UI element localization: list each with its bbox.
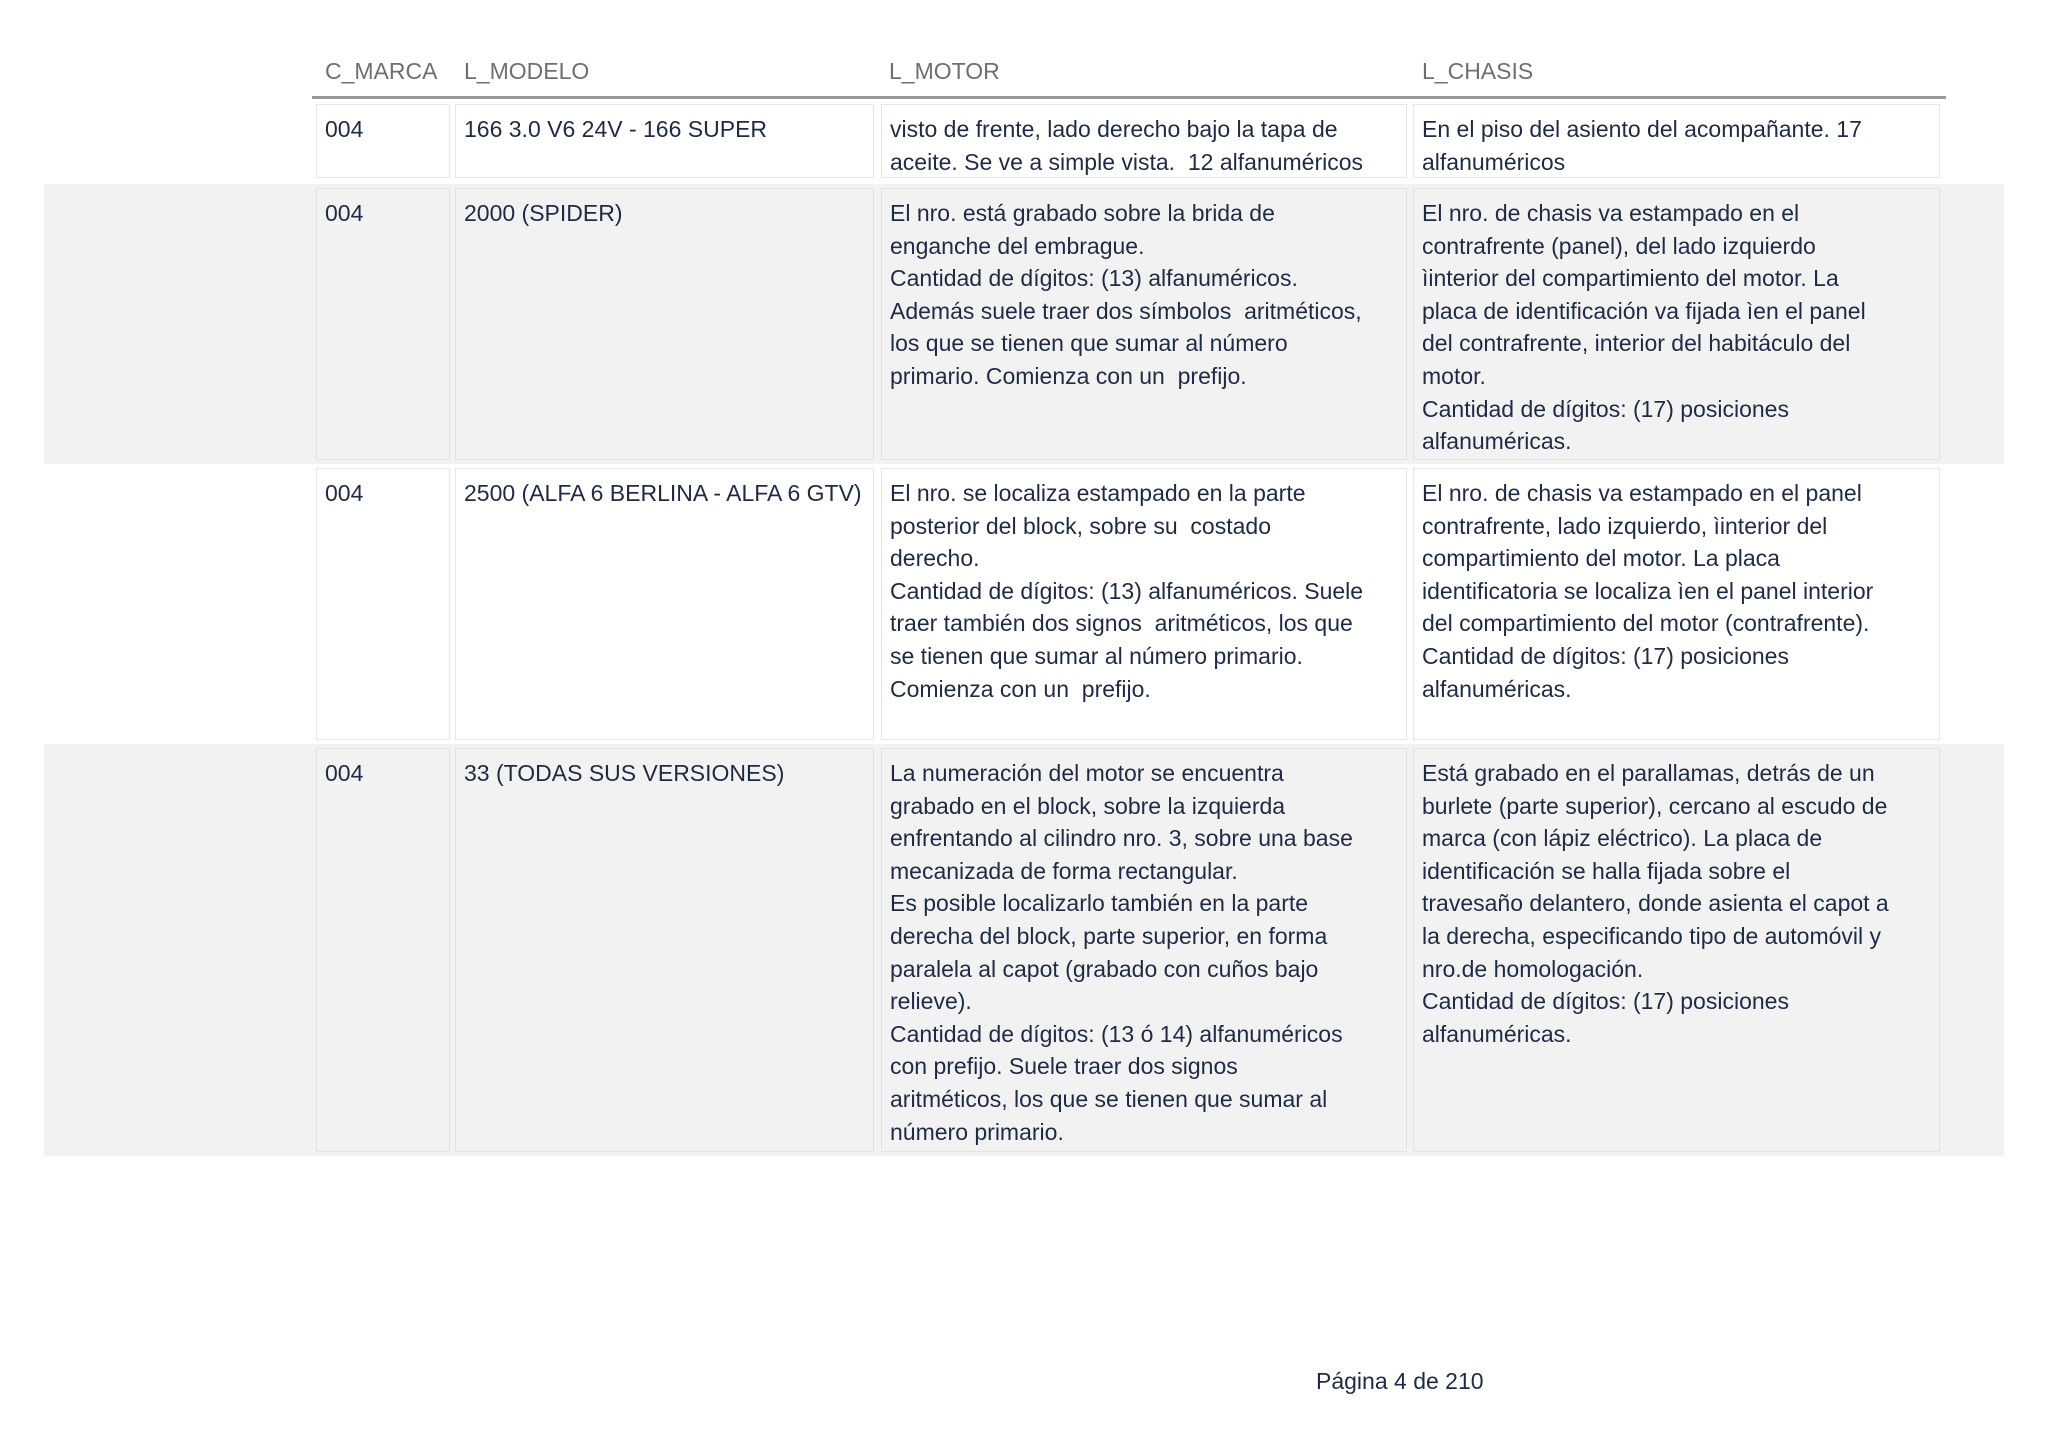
cell-text-line: contrafrente, lado izquierdo, ìinterior del: [1422, 512, 1828, 539]
cell-text-line: 004: [325, 116, 364, 142]
cell-text-line: Cantidad de dígitos: (13 ó 14) alfanuméricos: [890, 1020, 1343, 1047]
cell-text-line: traer también dos signos aritméticos, los que: [890, 610, 1353, 637]
cell-text-line: Comienza con un prefijo.: [890, 675, 1151, 702]
table-row: [44, 744, 2004, 1156]
cell-text-line: Además suele traer dos símbolos aritméticos,: [890, 297, 1362, 324]
cell-text-line: El nro. está grabado sobre la brida de: [890, 200, 1275, 226]
cell-text-line: número primario.: [890, 1118, 1064, 1145]
cell-text-line: Es posible localizarlo también en la parte: [890, 890, 1309, 917]
table-row: [44, 464, 2004, 744]
cell-text-line: Cantidad de dígitos: (17) posiciones: [1422, 642, 1789, 669]
cell-text-line: 004: [325, 480, 364, 506]
cell-text-line: 004: [325, 760, 364, 786]
cell-text-line: relieve).: [890, 988, 972, 1015]
cell-text-line: derecha del block, parte superior, en forma: [890, 922, 1328, 949]
header-c-marca: C_MARCA: [325, 58, 438, 84]
cell-text-line: aritméticos, los que se tienen que sumar al: [890, 1085, 1328, 1112]
cell-c-marca: [316, 188, 450, 460]
cell-text-line: nro.de homologación.: [1422, 955, 1644, 982]
cell-c-marca: [316, 468, 450, 740]
cell-text-line: contrafrente (panel), del lado izquierdo: [1422, 232, 1816, 259]
cell-text-line: alfanuméricos: [1422, 148, 1566, 175]
cell-text-line: El nro. de chasis va estampado en el: [1422, 200, 1800, 226]
cell-text-line: Cantidad de dígitos: (13) alfanuméricos. Suele: [890, 577, 1364, 604]
data-table: [312, 52, 1946, 99]
cell-text-line: enfrentando al cilindro nro. 3, sobre una base: [890, 825, 1353, 852]
table-row: [44, 184, 2004, 464]
cell-l-modelo: [455, 468, 874, 740]
cell-text-line: 166 3.0 V6 24V - 166 SUPER: [464, 116, 768, 142]
cell-text-line: Está grabado en el parallamas, detrás de un: [1422, 760, 1875, 786]
cell-l-motor: [881, 468, 1407, 740]
cell-text-line: aceite. Se ve a simple vista. 12 alfanuméricos: [890, 148, 1364, 175]
cell-text-line: derecho.: [890, 545, 980, 572]
cell-text-line: En el piso del asiento del acompañante. 17: [1422, 116, 1862, 142]
cell-c-marca: [316, 104, 450, 178]
cell-text-line: compartimiento del motor. La placa: [1422, 545, 1780, 572]
cell-text-line: del contrafrente, interior del habitáculo del: [1422, 330, 1851, 357]
cell-text-line: burlete (parte superior), cercano al escudo de: [1422, 792, 1888, 819]
cell-text-line: placa de identificación va fijada ìen el panel: [1422, 297, 1866, 324]
cell-l-chasis: [1413, 188, 1940, 460]
cell-text-line: visto de frente, lado derecho bajo la tapa de: [890, 116, 1338, 142]
cell-l-chasis: [1413, 468, 1940, 740]
cell-l-chasis: [1413, 104, 1940, 178]
cell-text-line: alfanuméricas.: [1422, 1020, 1572, 1047]
cell-text-line: posterior del block, sobre su costado: [890, 512, 1271, 539]
table-header: [312, 52, 1946, 99]
page-number: Página 4 de 210: [1316, 1368, 1484, 1394]
cell-text-line: ìinterior del compartimiento del motor. La: [1422, 265, 1839, 292]
cell-c-marca: [316, 748, 450, 1152]
cell-text-line: se tienen que sumar al número primario.: [890, 642, 1303, 669]
cell-text-line: primario. Comienza con un prefijo.: [890, 362, 1247, 389]
cell-text-line: Cantidad de dígitos: (17) posiciones: [1422, 988, 1789, 1015]
cell-text-line: los que se tienen que sumar al número: [890, 330, 1288, 357]
cell-text-line: El nro. se localiza estampado en la parte: [890, 480, 1306, 506]
cell-text-line: 004: [325, 200, 364, 226]
cell-text-line: enganche del embrague.: [890, 232, 1145, 259]
cell-text-line: alfanuméricas.: [1422, 675, 1572, 702]
header-l-modelo: L_MODELO: [464, 58, 590, 84]
cell-text-line: 2000 (SPIDER): [464, 200, 623, 226]
table-row: [44, 100, 2004, 182]
cell-l-modelo: [455, 748, 874, 1152]
header-l-motor: L_MOTOR: [889, 58, 1000, 84]
cell-l-motor: [881, 748, 1407, 1152]
cell-text-line: con prefijo. Suele traer dos signos: [890, 1053, 1238, 1080]
cell-text-line: 2500 (ALFA 6 BERLINA - ALFA 6 GTV): [464, 480, 862, 506]
header-l-chasis: L_CHASIS: [1422, 58, 1534, 84]
cell-text-line: del compartimiento del motor (contrafrente).: [1422, 610, 1870, 637]
cell-l-modelo: [455, 188, 874, 460]
cell-l-chasis: [1413, 748, 1940, 1152]
cell-text-line: mecanizada de forma rectangular.: [890, 857, 1238, 884]
cell-text-line: travesaño delantero, donde asienta el capot a: [1422, 890, 1889, 917]
cell-text-line: El nro. de chasis va estampado en el panel: [1422, 480, 1862, 506]
cell-text-line: Cantidad de dígitos: (13) alfanuméricos.: [890, 265, 1298, 292]
cell-text-line: Cantidad de dígitos: (17) posiciones: [1422, 395, 1789, 422]
cell-text-line: grabado en el block, sobre la izquierda: [890, 792, 1286, 819]
cell-text-line: marca (con lápiz eléctrico). La placa de: [1422, 825, 1823, 852]
cell-l-modelo: [455, 104, 874, 178]
cell-text-line: La numeración del motor se encuentra: [890, 760, 1284, 786]
cell-text-line: alfanuméricas.: [1422, 428, 1572, 455]
cell-text-line: identificación se halla fijada sobre el: [1422, 857, 1791, 884]
cell-text-line: motor.: [1422, 362, 1486, 389]
cell-text-line: la derecha, especificando tipo de automóvil y: [1422, 922, 1882, 949]
cell-l-motor: [881, 188, 1407, 460]
cell-text-line: 33 (TODAS SUS VERSIONES): [464, 760, 785, 786]
cell-text-line: paralela al capot (grabado con cuños bajo: [890, 955, 1319, 982]
cell-text-line: identificatoria se localiza ìen el panel interior: [1422, 577, 1874, 604]
cell-l-motor: [881, 104, 1407, 178]
